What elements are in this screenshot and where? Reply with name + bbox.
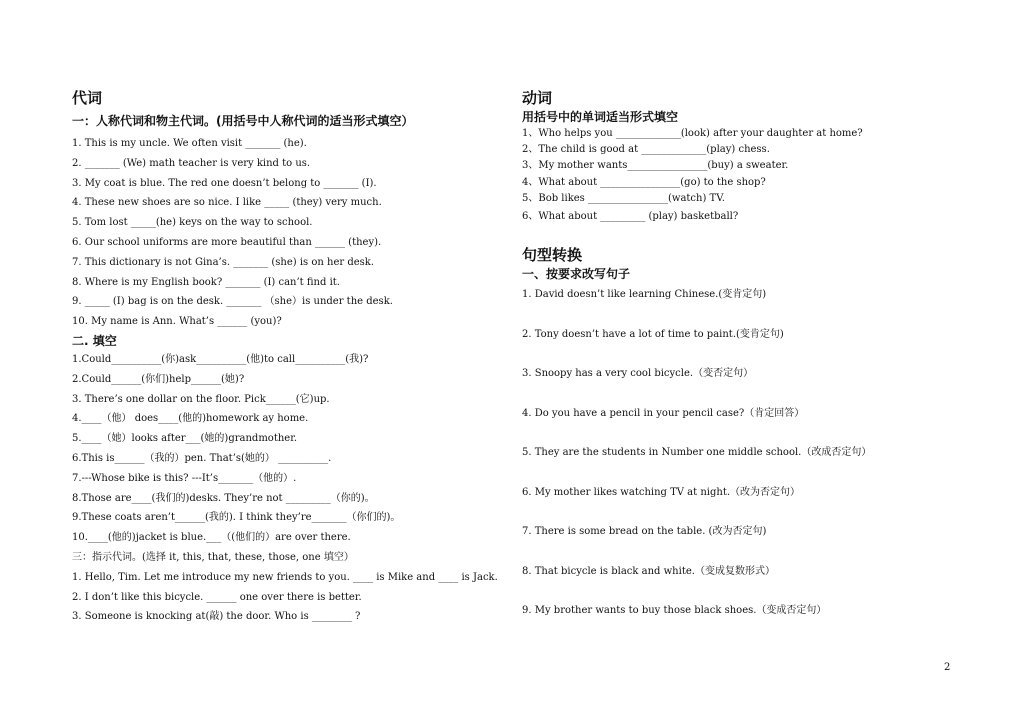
exercise-item: 4. Do you have a pencil in your pencil case?（肯定回答） <box>522 407 805 419</box>
exercise-item: 10.____(他的)jacket is blue.___（(他们的）are over there. <box>72 532 351 544</box>
exercise-item: 1.Could__________(你)ask__________(他)to call__________(我)? <box>72 353 369 365</box>
exercise-item: 2、The child is good at _____________(play) chess. <box>522 144 770 156</box>
exercise-item: 8.Those are____(我们的)desks. They’re not _________（你的)。 <box>72 492 375 504</box>
exercise-item: 3. Snoopy has a very cool bicycle.（变否定句） <box>522 368 754 380</box>
exercise-item: 1. Hello, Tim. Let me introduce my new friends to you. ____ is Mike and ____ is Jack. <box>72 571 498 583</box>
sentence-part1-title: 一、按要求改写句子 <box>522 267 631 282</box>
verb-part1-title: 用括号中的单词适当形式填空 <box>522 110 679 124</box>
pronoun-part3-title: 三：指示代词。(选择 it, this, that, these, those, one 填空） <box>72 551 354 563</box>
exercise-item: 7.---Whose bike is this? ---It’s_______（他的）. <box>72 472 297 484</box>
exercise-item: 5. Tom lost _____(he) keys on the way to school. <box>72 217 313 229</box>
exercise-item: 6.This is______（我的）pen. That’s(她的） __________. <box>72 452 332 464</box>
exercise-item: 9.These coats aren’t______(我的). I think they’re_______（你们的)。 <box>72 512 401 524</box>
exercise-item: 2. Tony doesn’t have a lot of time to paint.(变肯定句) <box>522 328 784 340</box>
exercise-item: 10. My name is Ann. What’s ______ (you)? <box>72 316 282 328</box>
exercise-item: 4. These new shoes are so nice. I like _____ (they) very much. <box>72 197 382 209</box>
exercise-item: 5. They are the students in Number one middle school.（改成否定句） <box>522 447 872 459</box>
exercise-item: 3. My coat is blue. The red one doesn’t belong to _______ (I). <box>72 177 377 189</box>
right-column <box>522 88 962 631</box>
verb-part1-list <box>522 126 962 225</box>
sentence-part1-list <box>522 275 962 631</box>
exercise-item: 3、My mother wants________________(buy) a sweater. <box>522 160 789 172</box>
exercise-item: 8. That bicycle is black and white.（变成复数形式） <box>522 565 775 577</box>
exercise-item: 3. There’s one dollar on the floor. Pick______(它)up. <box>72 393 330 405</box>
exercise-item: 7. There is some bread on the table. (改为否定句) <box>522 526 767 538</box>
exercise-item: 2. _______ (We) math teacher is very kind to us. <box>72 157 311 169</box>
exercise-item: 2. I don’t like this bicycle. ______ one over there is better. <box>72 591 362 603</box>
pronoun-section-title: 代词 <box>72 89 103 107</box>
exercise-item: 1. This is my uncle. We often visit _______ (he). <box>72 138 307 149</box>
exercise-item: 9. My brother wants to buy those black shoes.（变成否定句） <box>522 605 827 617</box>
page-number: 2 <box>944 662 951 673</box>
exercise-item: 3. Someone is knocking at(敲) the door. Who is ________ ? <box>72 611 361 623</box>
sentence-section-title: 句型转换 <box>522 246 583 265</box>
exercise-item: 6. Our school uniforms are more beautiful than ______ (they). <box>72 236 382 248</box>
exercise-item: 4.____（他） does____(他的)homework ay home. <box>72 413 309 425</box>
exercise-item: 8. Where is my English book? _______ (I) can’t find it. <box>72 276 340 288</box>
exercise-item: 4、What about ________________(go) to the shop? <box>522 176 766 188</box>
left-column <box>72 88 502 627</box>
pronoun-part2-title: 二. 填空 <box>72 333 117 348</box>
verb-section-title: 动词 <box>522 89 553 107</box>
pronoun-part3-list <box>72 568 502 627</box>
pronoun-part2-list <box>72 350 502 548</box>
exercise-item: 5、Bob likes ________________(watch) TV. <box>522 192 725 204</box>
exercise-item: 7. This dictionary is not Gina’s. _______ (she) is on her desk. <box>72 256 375 268</box>
exercise-item: 9. _____ (I) bag is on the desk. _______ （she）is under the desk. <box>72 296 393 308</box>
pronoun-part1-list <box>72 134 502 332</box>
exercise-item: 1、Who helps you _____________(look) after your daughter at home? <box>522 128 863 139</box>
exercise-item: 6、What about _________ (play) basketball? <box>522 211 739 223</box>
exercise-item: 6. My mother likes watching TV at night.（改为否定句） <box>522 486 801 498</box>
pronoun-part1-title: 一：人称代词和物主代词。(用括号中人称代词的适当形式填空） <box>72 114 414 128</box>
exercise-item: 5.____（她）looks after___(她的)grandmother. <box>72 433 298 445</box>
exercise-item: 2.Could______(你们)help______(她)? <box>72 373 245 385</box>
exercise-item: 1. David doesn’t like learning Chinese.(变肯定句) <box>522 289 767 301</box>
